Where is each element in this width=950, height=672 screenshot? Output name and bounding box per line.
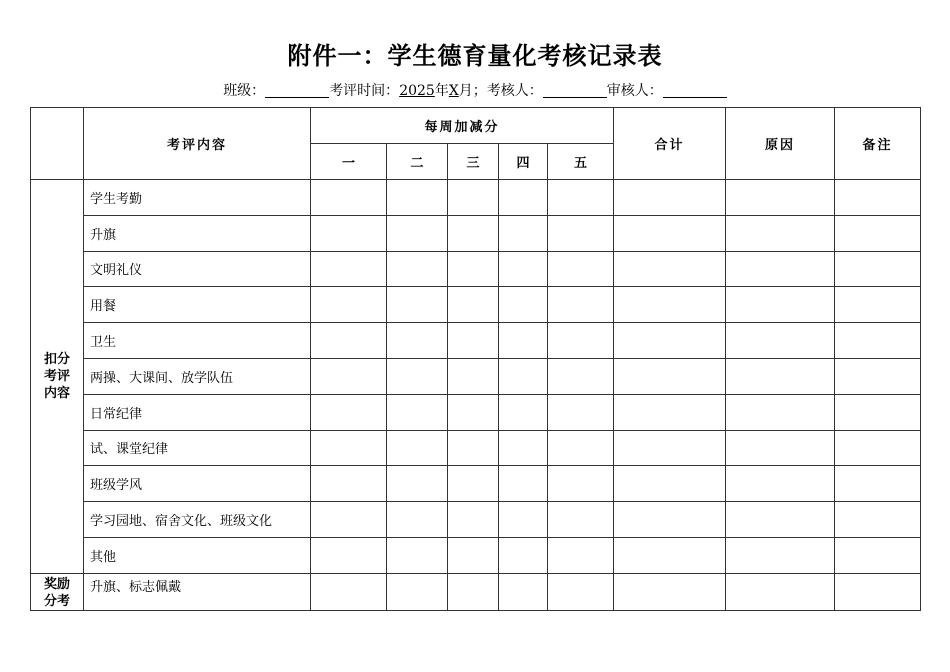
meta-line [0, 80, 950, 100]
score-cell[interactable] [387, 394, 448, 430]
month-value: X [448, 83, 459, 99]
score-cell[interactable] [387, 502, 448, 538]
score-cell[interactable] [499, 466, 548, 502]
assessor-label: 考核人： [486, 83, 543, 99]
note-cell[interactable] [835, 430, 921, 466]
class-label: 班级： [223, 83, 266, 99]
reason-cell[interactable] [726, 358, 835, 394]
header-day-5: 五 [548, 144, 614, 180]
score-cell[interactable] [387, 537, 448, 573]
score-cell[interactable] [311, 287, 387, 323]
note-cell[interactable] [835, 180, 921, 216]
total-cell[interactable] [614, 502, 726, 538]
score-cell[interactable] [499, 502, 548, 538]
score-cell[interactable] [499, 180, 548, 216]
header-day-4: 四 [499, 144, 548, 180]
note-cell[interactable] [835, 573, 921, 610]
item-other: 其他 [84, 537, 311, 573]
score-cell[interactable] [311, 358, 387, 394]
score-cell[interactable] [499, 537, 548, 573]
reason-cell[interactable] [726, 537, 835, 573]
reason-cell[interactable] [726, 287, 835, 323]
year-value: 2025 [399, 83, 435, 99]
score-cell[interactable] [311, 466, 387, 502]
note-cell[interactable] [835, 358, 921, 394]
score-cell[interactable] [448, 502, 499, 538]
score-cell[interactable] [499, 430, 548, 466]
score-cell[interactable] [448, 180, 499, 216]
reason-cell[interactable] [726, 502, 835, 538]
score-cell[interactable] [548, 502, 614, 538]
time-label: 考评时间： [329, 83, 400, 99]
item-etiquette: 文明礼仪 [84, 251, 311, 287]
total-cell[interactable] [614, 215, 726, 251]
header-day-2: 二 [387, 144, 448, 180]
score-cell[interactable] [311, 573, 387, 610]
score-cell[interactable] [448, 358, 499, 394]
reason-cell[interactable] [726, 323, 835, 359]
score-cell[interactable] [499, 215, 548, 251]
score-cell[interactable] [311, 430, 387, 466]
reason-cell[interactable] [726, 466, 835, 502]
total-cell[interactable] [614, 466, 726, 502]
score-cell[interactable] [548, 358, 614, 394]
note-cell[interactable] [835, 323, 921, 359]
note-cell[interactable] [835, 502, 921, 538]
score-cell[interactable] [448, 215, 499, 251]
score-cell[interactable] [387, 358, 448, 394]
score-cell[interactable] [387, 573, 448, 610]
score-cell[interactable] [548, 180, 614, 216]
note-cell[interactable] [835, 394, 921, 430]
header-content: 考评内容 [84, 108, 311, 180]
score-cell[interactable] [387, 430, 448, 466]
score-cell[interactable] [311, 215, 387, 251]
month-unit: 月； [458, 83, 487, 99]
item-flag-raising: 升旗 [84, 215, 311, 251]
year-unit: 年 [434, 83, 449, 99]
assessment-table [30, 107, 921, 611]
header-total: 合计 [614, 108, 726, 180]
total-cell[interactable] [614, 358, 726, 394]
score-cell[interactable] [499, 573, 548, 610]
score-cell[interactable] [448, 430, 499, 466]
total-cell[interactable] [614, 394, 726, 430]
score-cell[interactable] [548, 215, 614, 251]
score-cell[interactable] [548, 323, 614, 359]
score-cell[interactable] [448, 287, 499, 323]
header-reason: 原因 [726, 108, 835, 180]
reviewer-label: 审核人： [606, 83, 663, 99]
total-cell[interactable] [614, 251, 726, 287]
header-day-1: 一 [311, 144, 387, 180]
score-cell[interactable] [311, 394, 387, 430]
total-cell[interactable] [614, 430, 726, 466]
score-cell[interactable] [311, 537, 387, 573]
score-cell[interactable] [387, 287, 448, 323]
score-cell[interactable] [548, 287, 614, 323]
score-cell[interactable] [311, 323, 387, 359]
category-bonus: 奖励 分考 [31, 573, 84, 610]
item-attendance: 学生考勤 [84, 180, 311, 216]
score-cell[interactable] [548, 573, 614, 610]
score-cell[interactable] [311, 251, 387, 287]
header-weekly: 每周加减分 [311, 108, 614, 144]
class-blank[interactable] [265, 83, 329, 98]
assessor-blank[interactable] [543, 83, 607, 98]
score-cell[interactable] [499, 358, 548, 394]
category-deduct: 扣分 考评 内容 [31, 180, 84, 574]
score-cell[interactable] [448, 537, 499, 573]
reason-cell[interactable] [726, 215, 835, 251]
reviewer-blank[interactable] [663, 83, 727, 98]
note-cell[interactable] [835, 466, 921, 502]
reason-cell[interactable] [726, 394, 835, 430]
note-cell[interactable] [835, 251, 921, 287]
page-title: 附件一：学生德育量化考核记录表 [287, 42, 663, 70]
score-cell[interactable] [387, 323, 448, 359]
score-cell[interactable] [387, 251, 448, 287]
total-cell[interactable] [614, 573, 726, 610]
score-cell[interactable] [548, 430, 614, 466]
score-cell[interactable] [387, 466, 448, 502]
item-dining: 用餐 [84, 287, 311, 323]
reason-cell[interactable] [726, 573, 835, 610]
total-cell[interactable] [614, 287, 726, 323]
score-cell[interactable] [548, 394, 614, 430]
score-cell[interactable] [387, 180, 448, 216]
item-bonus-flag-badge: 升旗、标志佩戴 [84, 573, 311, 610]
item-culture: 学习园地、宿舍文化、班级文化 [84, 502, 311, 538]
score-cell[interactable] [499, 251, 548, 287]
score-cell[interactable] [499, 323, 548, 359]
reason-cell[interactable] [726, 430, 835, 466]
score-cell[interactable] [311, 502, 387, 538]
item-class-discipline: 试、课堂纪律 [84, 430, 311, 466]
header-note: 备注 [835, 108, 921, 180]
score-cell[interactable] [548, 251, 614, 287]
score-cell[interactable] [448, 573, 499, 610]
corner-cell [31, 108, 84, 180]
score-cell[interactable] [387, 215, 448, 251]
note-cell[interactable] [835, 287, 921, 323]
item-study-atmosphere: 班级学风 [84, 466, 311, 502]
note-cell[interactable] [835, 537, 921, 573]
item-daily-discipline: 日常纪律 [84, 394, 311, 430]
score-cell[interactable] [448, 394, 499, 430]
header-day-3: 三 [448, 144, 499, 180]
score-cell[interactable] [548, 537, 614, 573]
item-hygiene: 卫生 [84, 323, 311, 359]
score-cell[interactable] [548, 466, 614, 502]
note-cell[interactable] [835, 215, 921, 251]
score-cell[interactable] [499, 287, 548, 323]
score-cell[interactable] [311, 180, 387, 216]
total-cell[interactable] [614, 537, 726, 573]
score-cell[interactable] [499, 394, 548, 430]
total-cell[interactable] [614, 323, 726, 359]
score-cell[interactable] [448, 466, 499, 502]
item-exercises: 两操、大课间、放学队伍 [84, 358, 311, 394]
score-cell[interactable] [448, 323, 499, 359]
total-cell[interactable] [614, 180, 726, 216]
score-cell[interactable] [448, 251, 499, 287]
reason-cell[interactable] [726, 251, 835, 287]
reason-cell[interactable] [726, 180, 835, 216]
